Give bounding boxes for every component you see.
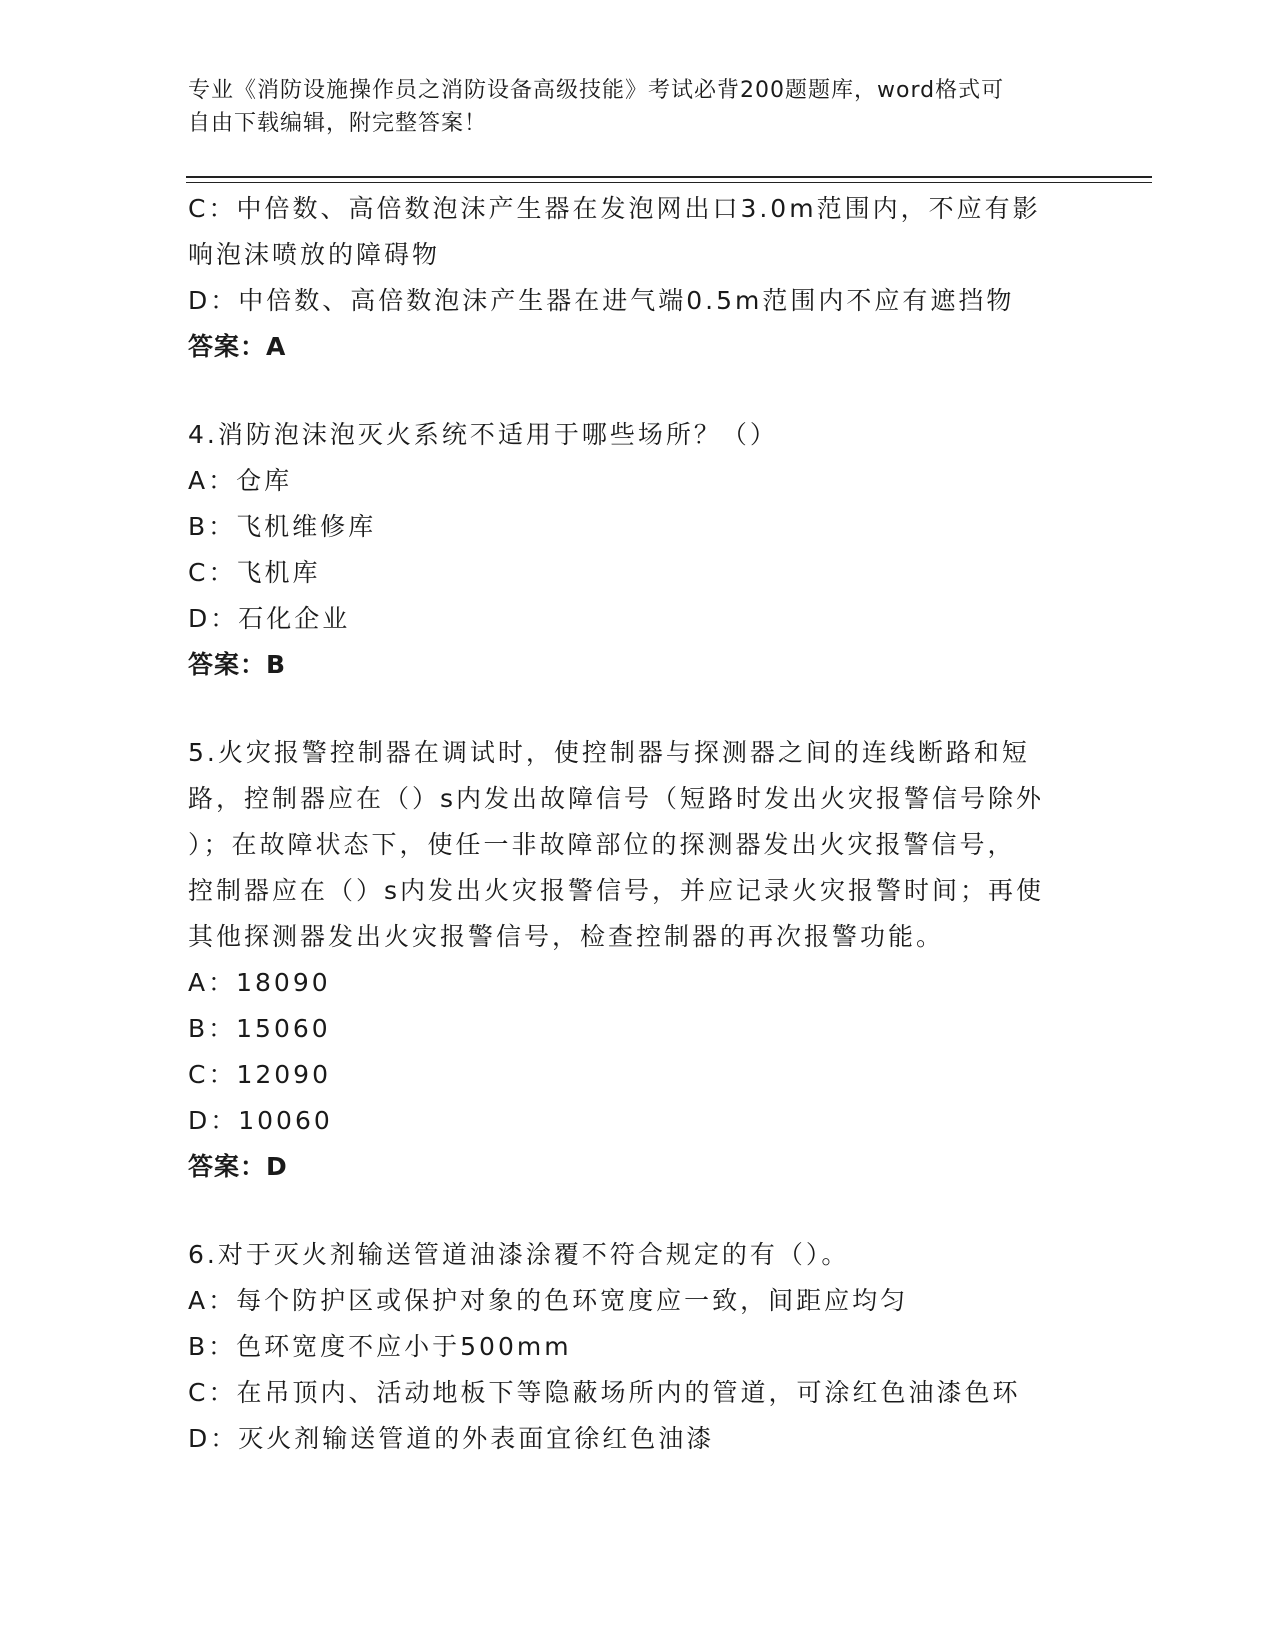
header-line-2: 自由下载编辑，附完整答案！ xyxy=(188,111,488,136)
question-4 xyxy=(188,412,1088,688)
q5-answer: 答案：D xyxy=(188,1152,288,1181)
q5-stem-line1: 5.火灾报警控制器在调试时，使控制器与探测器之间的连线断路和短 xyxy=(188,738,1030,767)
question-3-tail xyxy=(188,186,1088,370)
q4-stem: 4.消防泡沫泡灭火系统不适用于哪些场所？（） xyxy=(188,420,778,449)
q6-option-c: C：在吊顶内、活动地板下等隐蔽场所内的管道，可涂红色油漆色环 xyxy=(188,1378,1021,1407)
header-rule-thin xyxy=(186,182,1152,183)
q5-option-a: A：18090 xyxy=(188,968,331,997)
q3-option-d: D：中倍数、高倍数泡沫产生器在进气端0.5m范围内不应有遮挡物 xyxy=(188,286,1015,315)
q3-option-c-line2: 响泡沫喷放的障碍物 xyxy=(188,240,441,269)
q4-answer: 答案：B xyxy=(188,650,287,679)
q6-option-b: B：色环宽度不应小于500mm xyxy=(188,1332,572,1361)
q6-option-a: A：每个防护区或保护对象的色环宽度应一致，间距应均匀 xyxy=(188,1286,909,1315)
q3-answer: 答案：A xyxy=(188,332,287,361)
q4-option-d: D：石化企业 xyxy=(188,604,351,633)
q3-option-c-line1: C：中倍数、高倍数泡沫产生器在发泡网出口3.0m范围内，不应有影 xyxy=(188,194,1041,223)
q5-stem-line4: 控制器应在（）s内发出火灾报警信号，并应记录火灾报警时间；再使 xyxy=(188,876,1045,905)
question-5 xyxy=(188,730,1088,1190)
document-body xyxy=(188,186,1088,1462)
q4-option-b: B：飞机维修库 xyxy=(188,512,377,541)
q4-option-c: C：飞机库 xyxy=(188,558,321,587)
q5-stem-line3: ）；在故障状态下，使任一非故障部位的探测器发出火灾报警信号， xyxy=(188,830,1016,859)
header-rule-thick xyxy=(186,176,1152,178)
q5-option-b: B：15060 xyxy=(188,1014,331,1043)
q5-option-c: C：12090 xyxy=(188,1060,331,1089)
q5-stem-line2: 路，控制器应在（）s内发出故障信号（短路时发出火灾报警信号除外 xyxy=(188,784,1045,813)
q6-option-d: D：灭火剂输送管道的外表面宜徐红色油漆 xyxy=(188,1424,715,1453)
document-header xyxy=(188,74,1068,140)
header-line-1: 专业《消防设施操作员之消防设备高级技能》考试必背200题题库，word格式可 xyxy=(188,78,1005,103)
q5-option-d: D：10060 xyxy=(188,1106,333,1135)
q5-stem-line5: 其他探测器发出火灾报警信号，检查控制器的再次报警功能。 xyxy=(188,922,945,951)
q6-stem: 6.对于灭火剂输送管道油漆涂覆不符合规定的有（）。 xyxy=(188,1240,850,1269)
question-6 xyxy=(188,1232,1088,1462)
q4-option-a: A：仓库 xyxy=(188,466,293,495)
